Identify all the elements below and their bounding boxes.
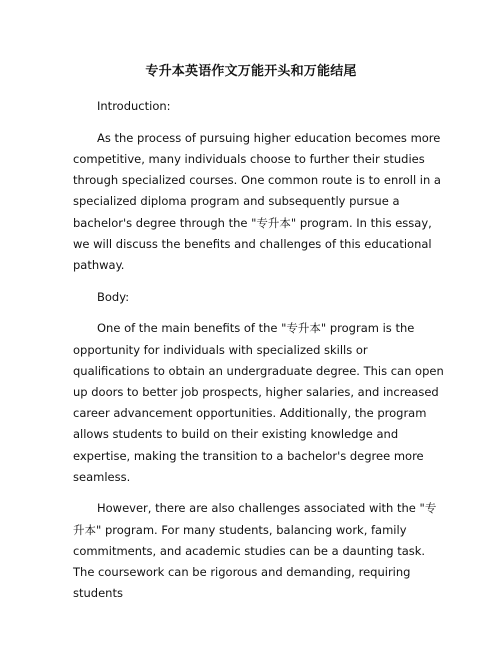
section-heading-body: Body: (97, 289, 130, 304)
document-body (73, 96, 445, 615)
paragraph-challenges: However, there are also challenges associated with the "专升本" program. For many students, balancing work, family commitments, and academic studies can be a daunting task. The coursework can be rigorous and demanding, requiring students (73, 501, 437, 601)
section-heading-introduction: Introduction: (97, 99, 171, 113)
paragraph-introduction: As the process of pursuing higher education becomes more competitive, many individuals choose to further their studies through specialized courses. One common route is to enroll in a specialized diploma program and subsequently pursue a bachelor's degree through the "专升本" program. In this essay, we will discuss the benefits and challenges of this educational pathway. (73, 130, 441, 272)
paragraph-benefits: One of the main benefits of the "专升本" program is the opportunity for individuals with specialized skills or qualifications to obtain an undergraduate degree. This can open up doors to better job prospects, higher salaries, and increased career advancement opportunities. Additionally, the program allows students to build on their existing knowledge and expertise, making the transition to a bachelor's degree more seamless. (73, 321, 444, 484)
document-title: 专升本英语作文万能开头和万能结尾 (145, 64, 357, 79)
